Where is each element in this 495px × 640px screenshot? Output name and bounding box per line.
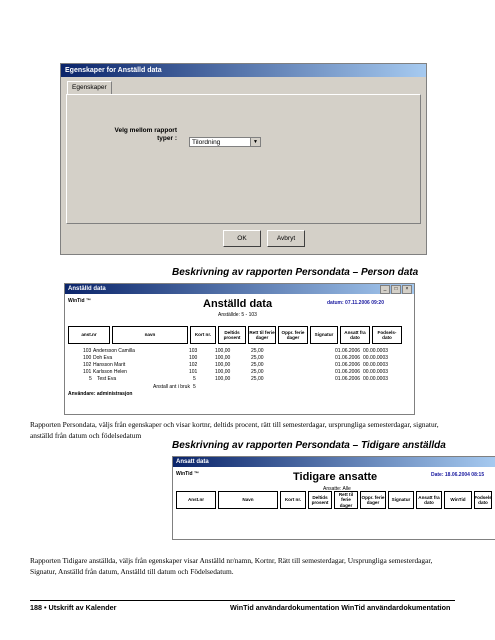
window-controls: [380, 285, 412, 294]
user-label: Användare: administrasjon: [68, 391, 133, 397]
col-header: Signatur: [310, 326, 338, 344]
report-date: Date: 18.06.2004 08:15: [431, 472, 485, 478]
tab-egenskaper[interactable]: Egenskaper: [67, 81, 112, 94]
col-header: Ansatt fra dato: [416, 491, 442, 509]
col-header: Kort nr.: [280, 491, 306, 509]
chevron-down-icon[interactable]: ▼: [250, 138, 260, 146]
report-subtitle: Ansatte: Alle: [323, 486, 351, 492]
count-value: 5: [193, 384, 196, 390]
col-header: Rett til ferie dager: [334, 491, 358, 509]
col-header: anst.nr: [68, 326, 110, 344]
minimize-icon[interactable]: _: [380, 285, 390, 294]
col-header: Fodsels-dato: [372, 326, 402, 344]
col-header: Fodsels dato: [474, 491, 492, 509]
col-header: Signatur: [388, 491, 414, 509]
ok-button[interactable]: OK: [223, 230, 261, 247]
footer-left: 188 • Utskrift av Kalender: [30, 603, 117, 612]
app-name: WinTid ™: [176, 471, 199, 477]
heading-tidigare: Beskrivning av rapporten Persondata – Tidigare anställda: [172, 440, 446, 451]
footer-divider: [30, 600, 455, 601]
col-header: Deltids prosent: [308, 491, 332, 509]
report-type-select[interactable]: [189, 137, 261, 147]
report-type-label: Velg mellom rapport typer :: [114, 127, 177, 142]
paragraph-tidigare: Rapporten Tidigare anställda, väljs från egenskaper visar Anställd nr/namn, Kortnr, Rätt till semesterdagar, Ursprungliga semesterdagar, Signatur, Anställd från datum, Anställd till datum och Födelsedatum.: [30, 556, 433, 576]
maximize-icon[interactable]: □: [391, 285, 401, 294]
report-subtitle: Anställde: 5 - 103: [218, 312, 257, 318]
col-header: Oppr. ferie dager: [360, 491, 386, 509]
app-name: WinTid ™: [68, 298, 91, 304]
properties-dialog: [60, 63, 427, 255]
close-icon[interactable]: ×: [402, 285, 412, 294]
footer-right: WinTid användardokumentation WinTid användardokumentation: [230, 603, 451, 612]
col-header: Rett til ferie dager: [248, 326, 276, 344]
col-header: WinTid: [444, 491, 472, 509]
cancel-button[interactable]: Avbryt: [267, 230, 305, 247]
tidigare-titlebar: Ansatt data: [173, 457, 495, 467]
report-date: datum: 07.11.2006 09:20: [327, 300, 384, 306]
col-header: Deltids prosent: [218, 326, 246, 344]
col-header: navn: [112, 326, 188, 344]
count-label: Anstall ant i bruk: [153, 384, 190, 390]
table-header: [176, 491, 494, 509]
report-title: Anställd data: [203, 298, 273, 310]
col-header: Oppr. ferie dager: [278, 326, 308, 344]
col-header: Navn: [218, 491, 278, 509]
col-header: Ansatt fra dato: [340, 326, 370, 344]
report-title: Tidigare ansatte: [293, 471, 378, 483]
col-header: Anst.nr: [176, 491, 216, 509]
persondata-window: Anställd data _ □ × WinTid ™ Anställd data Anställde: 5 - 103 datum: 07.11.2006 09:20 anst.nr navn Kort nr. Deltids prosent Rett til ferie dager Oppr. ferie dager Signatur Ansatt fra dato Fodsels-dato 103 Andersson Camilla 103 100,00 25,00 01.06.2006 00.00.0003 100 Doh Eva 100 100,00 25,00 01.06.2006 00.00.0003 102 Hansson Marit 102 100,00 25,00 01.06.2006 00.00.0003 101 Karlsson Helen 101 100,00 25,00 01.06.2006 00.00.0003 5 Test Eva 5 100,00 25,00 01.06.2006 00.00.0003 Anstall ant i bruk 5 Användare: administrasjon: [64, 283, 415, 415]
paragraph-persondata: Rapporten Persondata, väljs från egenskaper och visar kortnr, deltids procent, rätt till semesterdagar, ursprungliga semesterdagar, signatur, anställd från datum och födelsedatum: [30, 420, 439, 440]
tidigare-window: [172, 456, 495, 540]
dialog-title: Egenskaper for Anställd data: [61, 64, 426, 77]
table-header: [68, 326, 404, 344]
col-header: Kort nr.: [190, 326, 216, 344]
tab-panel: [66, 94, 421, 224]
report-type-value: Tilordning: [192, 139, 221, 146]
heading-persondata: Beskrivning av rapporten Persondata – Person data: [172, 267, 419, 278]
persondata-titlebar: Anställd data: [65, 284, 414, 294]
